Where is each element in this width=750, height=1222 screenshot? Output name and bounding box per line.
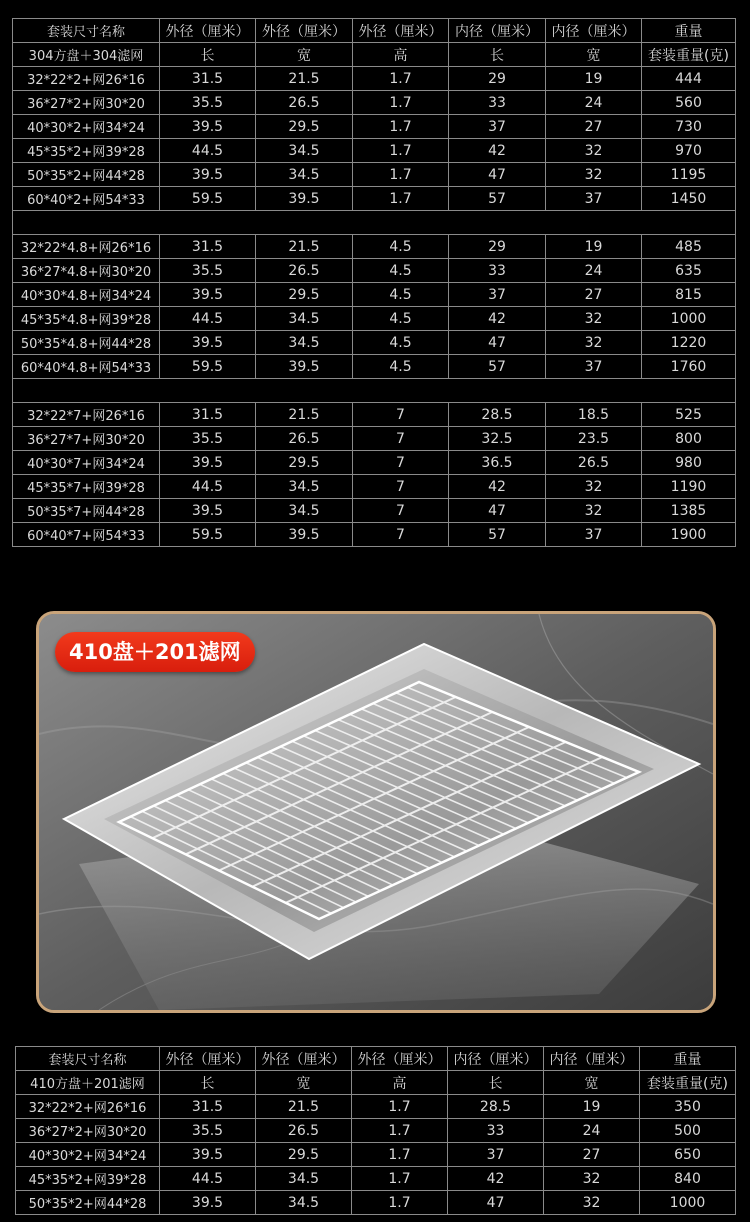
table-cell: 32*22*2+网26*16 (16, 1095, 160, 1119)
table-cell: 1.7 (353, 163, 449, 187)
table-cell: 32*22*7+网26*16 (13, 403, 160, 427)
table-cell: 32.5 (449, 427, 546, 451)
table-cell: 45*35*7+网39*28 (13, 475, 160, 499)
table-cell: 长 (448, 1071, 544, 1095)
table-cell: 39.5 (160, 451, 256, 475)
table-cell: 1.7 (353, 187, 449, 211)
table-cell: 7 (353, 427, 449, 451)
table-cell: 21.5 (256, 235, 353, 259)
table-row (13, 163, 736, 187)
table-cell: 1.7 (352, 1143, 448, 1167)
table-cell: 635 (642, 259, 736, 283)
table-cell: 60*40*7+网54*33 (13, 523, 160, 547)
table-cell: 1.7 (353, 115, 449, 139)
table-cell: 外径（厘米） (256, 1047, 352, 1071)
table-cell: 高 (353, 43, 449, 67)
table-cell: 内径（厘米） (449, 19, 546, 43)
table-cell: 1000 (642, 307, 736, 331)
table-cell: 50*35*4.8+网44*28 (13, 331, 160, 355)
table-cell: 34.5 (256, 163, 353, 187)
table-cell: 长 (160, 43, 256, 67)
table-cell: 40*30*4.8+网34*24 (13, 283, 160, 307)
table-cell: 47 (449, 163, 546, 187)
table-cell: 1.7 (352, 1095, 448, 1119)
table-cell: 50*35*2+网44*28 (16, 1191, 160, 1215)
table-cell: 485 (642, 235, 736, 259)
table-cell: 34.5 (256, 1167, 352, 1191)
table-cell: 29.5 (256, 115, 353, 139)
table-cell: 47 (449, 499, 546, 523)
table-cell: 29.5 (256, 451, 353, 475)
table-cell: 27 (546, 283, 642, 307)
table-row (13, 403, 736, 427)
table-cell: 外径（厘米） (256, 19, 353, 43)
table-cell: 32 (546, 499, 642, 523)
table-cell: 26.5 (256, 259, 353, 283)
table-cell: 39.5 (160, 331, 256, 355)
table-cell: 350 (640, 1095, 736, 1119)
table-cell: 40*30*2+网34*24 (16, 1143, 160, 1167)
table-cell: 高 (352, 1071, 448, 1095)
table-row (13, 355, 736, 379)
table-cell: 410方盘＋201滤网 (16, 1071, 160, 1095)
table-cell: 32*22*4.8+网26*16 (13, 235, 160, 259)
table-cell: 19 (546, 67, 642, 91)
table-row (13, 259, 736, 283)
table-cell: 28.5 (449, 403, 546, 427)
table-cell: 1900 (642, 523, 736, 547)
table-cell: 29 (449, 67, 546, 91)
table-row (16, 1191, 736, 1215)
table-row (13, 451, 736, 475)
table-cell: 重量 (642, 19, 736, 43)
table-cell: 39.5 (160, 115, 256, 139)
table-cell: 19 (544, 1095, 640, 1119)
table-cell: 27 (544, 1143, 640, 1167)
table-cell: 42 (448, 1167, 544, 1191)
table-cell: 32 (546, 307, 642, 331)
table-cell: 1190 (642, 475, 736, 499)
table-row (13, 475, 736, 499)
table-cell: 970 (642, 139, 736, 163)
table-cell: 57 (449, 187, 546, 211)
table-cell: 36*27*2+网30*20 (16, 1119, 160, 1143)
table-cell: 35.5 (160, 259, 256, 283)
table-cell: 7 (353, 451, 449, 475)
spacer-cell (13, 379, 736, 403)
table-cell: 39.5 (160, 499, 256, 523)
table-cell: 外径（厘米） (352, 1047, 448, 1071)
table-cell: 32 (546, 331, 642, 355)
table-cell: 宽 (256, 43, 353, 67)
table-cell: 39.5 (160, 283, 256, 307)
table-cell: 4.5 (353, 331, 449, 355)
table-row (13, 331, 736, 355)
table-cell: 宽 (546, 43, 642, 67)
table-cell: 37 (546, 523, 642, 547)
table-cell: 35.5 (160, 91, 256, 115)
table-cell: 815 (642, 283, 736, 307)
table-cell: 800 (642, 427, 736, 451)
table-row (16, 1095, 736, 1119)
table-cell: 内径（厘米） (546, 19, 642, 43)
table-cell: 39.5 (256, 523, 353, 547)
table-cell: 7 (353, 403, 449, 427)
table-cell: 47 (449, 331, 546, 355)
table-cell: 4.5 (353, 355, 449, 379)
table-cell: 32 (546, 139, 642, 163)
table-cell: 外径（厘米） (353, 19, 449, 43)
table-cell: 21.5 (256, 1095, 352, 1119)
table-cell: 内径（厘米） (448, 1047, 544, 1071)
table-cell: 24 (544, 1119, 640, 1143)
table-cell: 36*27*7+网30*20 (13, 427, 160, 451)
table-cell: 1.7 (353, 139, 449, 163)
table-cell: 33 (448, 1119, 544, 1143)
table-cell: 24 (546, 91, 642, 115)
table-cell: 45*35*2+网39*28 (13, 139, 160, 163)
table-cell: 套装重量(克) (642, 43, 736, 67)
spec-table-410 (15, 1046, 736, 1215)
group-spacer-row (13, 211, 736, 235)
table-cell: 42 (449, 139, 546, 163)
table-cell: 29.5 (256, 1143, 352, 1167)
table-cell: 34.5 (256, 307, 353, 331)
table-cell: 长 (160, 1071, 256, 1095)
table-cell: 33 (449, 259, 546, 283)
table-cell: 44.5 (160, 1167, 256, 1191)
table-cell: 60*40*4.8+网54*33 (13, 355, 160, 379)
table-cell: 19 (546, 235, 642, 259)
table-cell: 7 (353, 523, 449, 547)
table-cell: 36*27*4.8+网30*20 (13, 259, 160, 283)
table-cell: 40*30*7+网34*24 (13, 451, 160, 475)
table-cell: 40*30*2+网34*24 (13, 115, 160, 139)
table-cell: 套装尺寸名称 (16, 1047, 160, 1071)
table-cell: 1385 (642, 499, 736, 523)
table-cell: 59.5 (160, 187, 256, 211)
table-cell: 4.5 (353, 283, 449, 307)
table-cell: 730 (642, 115, 736, 139)
table-cell: 1220 (642, 331, 736, 355)
table-row (16, 1119, 736, 1143)
table-cell: 500 (640, 1119, 736, 1143)
table-cell: 57 (449, 523, 546, 547)
table-row (13, 499, 736, 523)
product-photo (36, 611, 716, 1013)
table-cell: 37 (546, 355, 642, 379)
table-cell: 套装重量(克) (640, 1071, 736, 1095)
table-cell: 1.7 (353, 67, 449, 91)
group-spacer-row (13, 379, 736, 403)
table-cell: 37 (449, 115, 546, 139)
table-cell: 45*35*2+网39*28 (16, 1167, 160, 1191)
table-cell: 29.5 (256, 283, 353, 307)
table-cell: 31.5 (160, 235, 256, 259)
table-cell: 45*35*4.8+网39*28 (13, 307, 160, 331)
table-cell: 34.5 (256, 331, 353, 355)
spec-table-304 (12, 18, 736, 547)
table-cell: 套装尺寸名称 (13, 19, 160, 43)
table-cell: 35.5 (160, 1119, 256, 1143)
table-cell: 34.5 (256, 499, 353, 523)
table-cell: 50*35*7+网44*28 (13, 499, 160, 523)
table-cell: 39.5 (256, 187, 353, 211)
table-cell: 1.7 (352, 1167, 448, 1191)
table-cell: 26.5 (546, 451, 642, 475)
table-cell: 47 (448, 1191, 544, 1215)
table-cell: 32 (546, 163, 642, 187)
table-row (13, 187, 736, 211)
table-cell: 39.5 (160, 1143, 256, 1167)
table-cell: 560 (642, 91, 736, 115)
table-cell: 长 (449, 43, 546, 67)
table-cell: 1760 (642, 355, 736, 379)
table-cell: 31.5 (160, 67, 256, 91)
table-cell: 37 (449, 283, 546, 307)
table-cell: 4.5 (353, 307, 449, 331)
table-cell: 34.5 (256, 139, 353, 163)
table-cell: 24 (546, 259, 642, 283)
table-header-row (13, 43, 736, 67)
table-cell: 重量 (640, 1047, 736, 1071)
table-cell: 44.5 (160, 139, 256, 163)
table-header-row (16, 1047, 736, 1071)
table-cell: 42 (449, 307, 546, 331)
table-cell: 34.5 (256, 475, 353, 499)
table-cell: 33 (449, 91, 546, 115)
table-cell: 35.5 (160, 427, 256, 451)
table-cell: 内径（厘米） (544, 1047, 640, 1071)
table-cell: 37 (448, 1143, 544, 1167)
table-cell: 26.5 (256, 427, 353, 451)
table-cell: 980 (642, 451, 736, 475)
table-cell: 宽 (544, 1071, 640, 1095)
table-cell: 4.5 (353, 235, 449, 259)
table-row (13, 307, 736, 331)
table-cell: 27 (546, 115, 642, 139)
table-cell: 32*22*2+网26*16 (13, 67, 160, 91)
table-cell: 50*35*2+网44*28 (13, 163, 160, 187)
table-cell: 444 (642, 67, 736, 91)
table-cell: 60*40*2+网54*33 (13, 187, 160, 211)
table-cell: 32 (544, 1167, 640, 1191)
table-cell: 39.5 (256, 355, 353, 379)
table-cell: 1450 (642, 187, 736, 211)
table-row (13, 235, 736, 259)
table-row (13, 91, 736, 115)
table-cell: 18.5 (546, 403, 642, 427)
table-cell: 1.7 (352, 1119, 448, 1143)
table-header-row (16, 1071, 736, 1095)
table-row (13, 67, 736, 91)
table-cell: 31.5 (160, 1095, 256, 1119)
table-cell: 宽 (256, 1071, 352, 1095)
table-cell: 840 (640, 1167, 736, 1191)
spacer-cell (13, 211, 736, 235)
table-cell: 44.5 (160, 475, 256, 499)
table-cell: 7 (353, 475, 449, 499)
material-badge: 410盘＋201滤网 (55, 632, 255, 672)
table-cell: 57 (449, 355, 546, 379)
table-cell: 1000 (640, 1191, 736, 1215)
table-cell: 1.7 (352, 1191, 448, 1215)
table-cell: 31.5 (160, 403, 256, 427)
table-row (13, 139, 736, 163)
table-cell: 36*27*2+网30*20 (13, 91, 160, 115)
table-cell: 外径（厘米） (160, 1047, 256, 1071)
table-cell: 39.5 (160, 163, 256, 187)
table-cell: 32 (544, 1191, 640, 1215)
tray-with-rack-illustration (39, 614, 713, 1010)
table-cell: 21.5 (256, 403, 353, 427)
table-cell: 650 (640, 1143, 736, 1167)
table-header-row (13, 19, 736, 43)
table-cell: 26.5 (256, 91, 353, 115)
table-cell: 32 (546, 475, 642, 499)
table-cell: 34.5 (256, 1191, 352, 1215)
table-cell: 外径（厘米） (160, 19, 256, 43)
table-cell: 44.5 (160, 307, 256, 331)
table-cell: 59.5 (160, 523, 256, 547)
table-cell: 37 (546, 187, 642, 211)
table-cell: 59.5 (160, 355, 256, 379)
table-cell: 26.5 (256, 1119, 352, 1143)
table-cell: 28.5 (448, 1095, 544, 1119)
table-cell: 7 (353, 499, 449, 523)
table-row (13, 115, 736, 139)
table-row (16, 1167, 736, 1191)
table-cell: 4.5 (353, 259, 449, 283)
table-cell: 1195 (642, 163, 736, 187)
table-row (13, 523, 736, 547)
table-cell: 36.5 (449, 451, 546, 475)
table-cell: 23.5 (546, 427, 642, 451)
table-cell: 1.7 (353, 91, 449, 115)
table-row (16, 1143, 736, 1167)
table-cell: 42 (449, 475, 546, 499)
table-row (13, 427, 736, 451)
table-cell: 525 (642, 403, 736, 427)
table-cell: 304方盘＋304滤网 (13, 43, 160, 67)
table-row (13, 283, 736, 307)
table-cell: 29 (449, 235, 546, 259)
table-cell: 39.5 (160, 1191, 256, 1215)
table-cell: 21.5 (256, 67, 353, 91)
